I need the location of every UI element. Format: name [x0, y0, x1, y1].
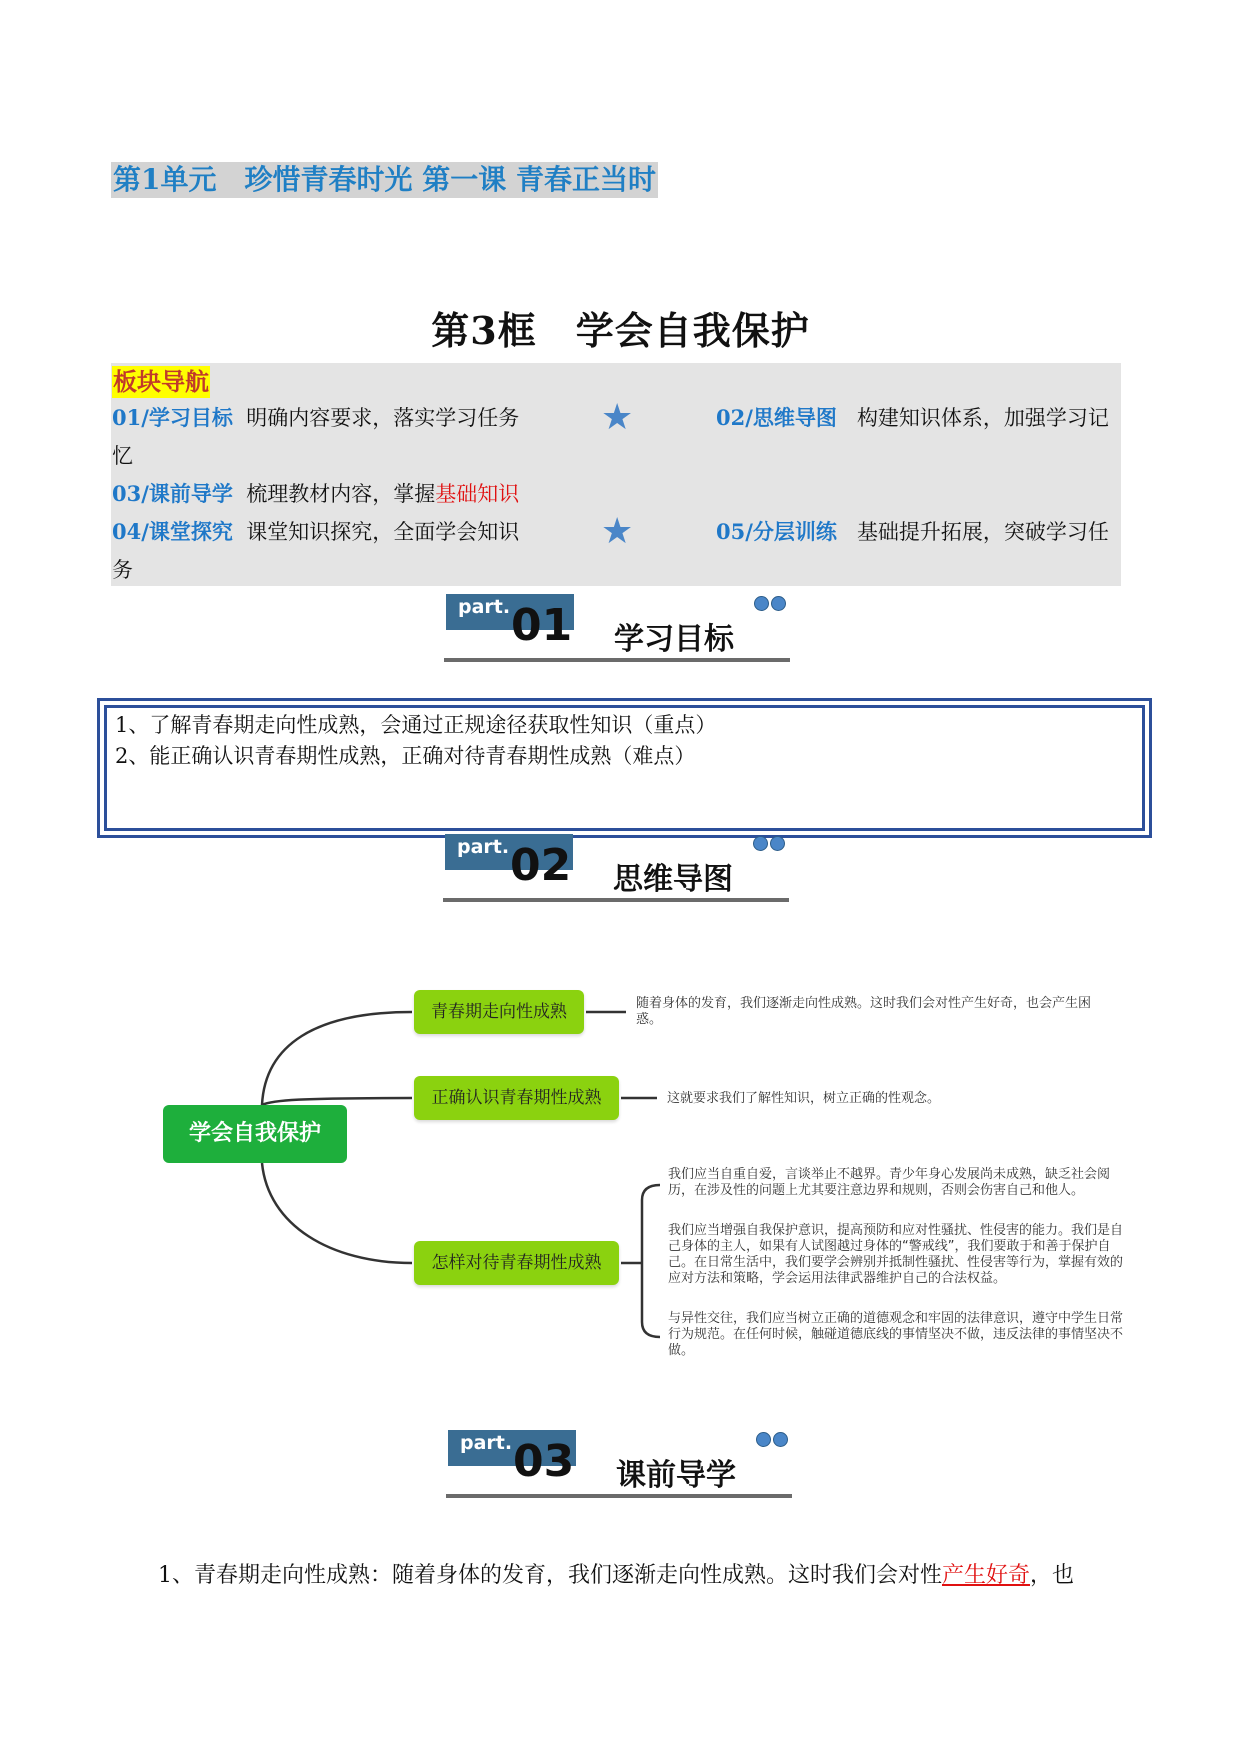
note-line: 应对方法和策略，学会运用法律武器维护自己的合法权益。 — [668, 1271, 1007, 1286]
nav-desc-highlight: 基础知识 — [435, 482, 520, 506]
note-line: 惑。 — [636, 1012, 663, 1027]
part-number: 03 — [513, 1436, 575, 1487]
part-header-03 — [446, 1430, 792, 1498]
nav-wrap-text: 忆 — [112, 444, 133, 468]
frame-title: 第3框 学会自我保护 — [431, 308, 810, 353]
mindmap-branch-1: 青春期走向性成熟 — [414, 990, 584, 1034]
nav-desc: 梳理教材内容，掌握 — [246, 482, 436, 506]
note-line: 随着身体的发育，我们逐渐走向性成熟。这时我们会对性产生好奇，也会产生困 — [636, 996, 1092, 1011]
part-tag-text: part. — [460, 1432, 513, 1454]
note-line: 我们应当增强自我保护意识，提高预防和应对性骚扰、性侵害的能力。我们是自 — [668, 1223, 1124, 1238]
nav-desc: 基础提升拓展，突破学习任 — [856, 520, 1109, 544]
part-tag-text: part. — [458, 596, 511, 618]
note-line: 我们应当自重自爱，言谈举止不越界。青少年身心发展尚未成熟，缺乏社会阅 — [668, 1167, 1111, 1182]
nav-key: 02/思维导图 — [716, 405, 837, 430]
note-line: 做。 — [668, 1343, 695, 1358]
decoration-dots-icon — [754, 1432, 788, 1451]
paragraph-text: 1、青春期走向性成熟：随着身体的发育，我们逐渐走向性成熟。这时我们会对性 — [158, 1563, 942, 1588]
nav-key: 03/课前导学 — [112, 481, 233, 506]
mindmap-root: 学会自我保护 — [163, 1105, 347, 1163]
note-line: 历，在涉及性的问题上尤其要注意边界和规则，否则会伤害自己和他人。 — [668, 1183, 1085, 1198]
note-line: 与异性交往，我们应当树立正确的道德观念和牢固的法律意识，遵守中学生日常 — [668, 1311, 1124, 1326]
mindmap-note-1 — [636, 996, 1091, 1028]
nav-key: 05/分层训练 — [716, 519, 837, 544]
nav-wrap-text: 务 — [112, 558, 133, 582]
part-number: 02 — [510, 840, 572, 891]
mindmap-branch-3: 怎样对待青春期性成熟 — [414, 1241, 619, 1285]
note-line: 己身体的主人，如果有人试图越过身体的“警戒线”，我们要敢于和善于保护自 — [668, 1239, 1111, 1254]
nav-desc: 构建知识体系，加强学习记 — [856, 406, 1109, 430]
star-icon: ★ — [601, 397, 634, 438]
mindmap-note-3c — [668, 1311, 1123, 1359]
nav-key: 01/学习目标 — [112, 405, 233, 430]
part-title: 课前导学 — [616, 1458, 736, 1493]
nav-key: 04/课堂探究 — [112, 519, 233, 544]
part-title: 思维导图 — [613, 862, 733, 897]
mindmap-branch-2: 正确认识青春期性成熟 — [414, 1076, 619, 1120]
nav-desc: 明确内容要求，落实学习任务 — [246, 406, 520, 430]
part-title: 学习目标 — [614, 622, 734, 657]
mindmap-note-2: 这就要求我们了解性知识，树立正确的性观念。 — [667, 1091, 941, 1106]
paragraph-highlight: 产生好奇 — [942, 1563, 1031, 1588]
part-tag-text: part. — [457, 836, 510, 858]
paragraph-text: ，也 — [1030, 1563, 1075, 1588]
part-underline — [446, 1494, 792, 1498]
part-number: 01 — [511, 600, 573, 651]
note-line: 己。在日常生活中，我们要学会辨别并抵制性骚扰、性侵害等行为，掌握有效的 — [668, 1255, 1124, 1270]
unit-title: 第1单元 珍惜青春时光 第一课 青春正当时 — [113, 163, 656, 196]
goal-item: 1、了解青春期走向性成熟，会通过正规途径获取性知识（重点） — [115, 713, 717, 737]
mindmap-note-3a — [668, 1167, 1110, 1199]
preview-paragraph — [158, 1560, 1074, 1592]
goal-item: 2、能正确认识青春期性成熟，正确对待青春期性成熟（难点） — [115, 744, 696, 768]
navigation-heading: 板块导航 — [113, 367, 209, 396]
star-icon: ★ — [601, 511, 634, 552]
mindmap-note-3b — [668, 1223, 1123, 1287]
note-line: 行为规范。在任何时候，触碰道德底线的事情坚决不做，违反法律的事情坚决不 — [668, 1327, 1124, 1342]
nav-desc: 课堂知识探究，全面学会知识 — [246, 520, 520, 544]
